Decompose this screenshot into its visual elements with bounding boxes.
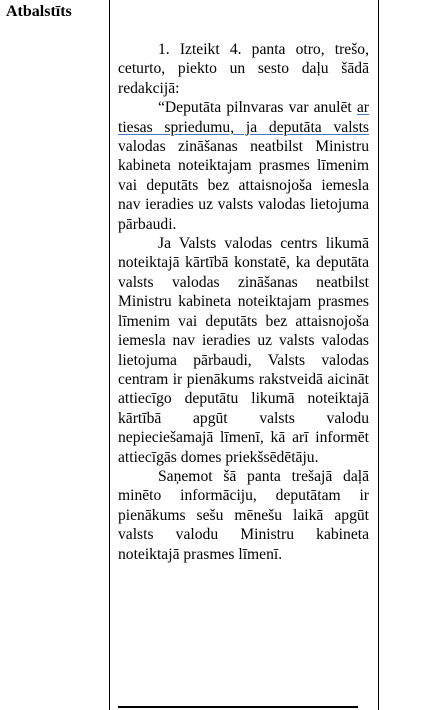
cut-off-text-fragment	[118, 706, 358, 708]
proposal-text-cell	[118, 40, 369, 564]
cut-off-next-line	[118, 704, 369, 710]
underlined-insertion: ar tiesas spriedumu, ja deputāta valsts	[118, 99, 369, 136]
paragraph-language-centre: Ja Valsts valodas centrs likumā noteiktajā kārtībā konstatē, ka deputāta valsts valodas zināšanas neatbilst Ministru kabineta noteiktajam prasmes līmenim vai deputāts bez attaisnojoša iemesla nav ieradies uz valsts valodas lietojuma pārbaudi, Valsts valodas centram ir pienākums rakstveidā aicināt attiecīgo deputātu likumā noteiktajā kārtībā apgūt valsts valodu nepieciešamajā līmenī, kā arī informēt attiecīgās domes priekšsēdētāju.	[118, 235, 369, 466]
paragraph-mandate-annulment-end: valodas zināšanas neatbilst Ministru kabineta noteiktajam prasmes līmenim vai deputāts bez attaisnojoša iemesla nav ieradies uz valsts valodas lietojuma pārbaudi.	[118, 138, 369, 233]
table-column-divider-right	[378, 0, 379, 710]
paragraph-mandate-annulment	[118, 98, 369, 234]
table-column-divider-left	[109, 0, 110, 710]
paragraph-amendment-intro: 1. Izteikt 4. panta otro, trešo, ceturto, piekto un sesto daļu šādā redakcijā:	[118, 41, 369, 97]
paragraph-mandate-annulment-start: “Deputāta pilnvaras var anulēt	[158, 99, 357, 117]
status-cell-label: Atbalstīts	[6, 3, 72, 20]
paragraph-deadline: Saņemot šā panta trešajā daļā minēto informāciju, deputātam ir pienākums sešu mēnešu laikā apgūt valsts valodu Ministru kabineta noteiktajā prasmes līmenī.	[118, 467, 369, 563]
